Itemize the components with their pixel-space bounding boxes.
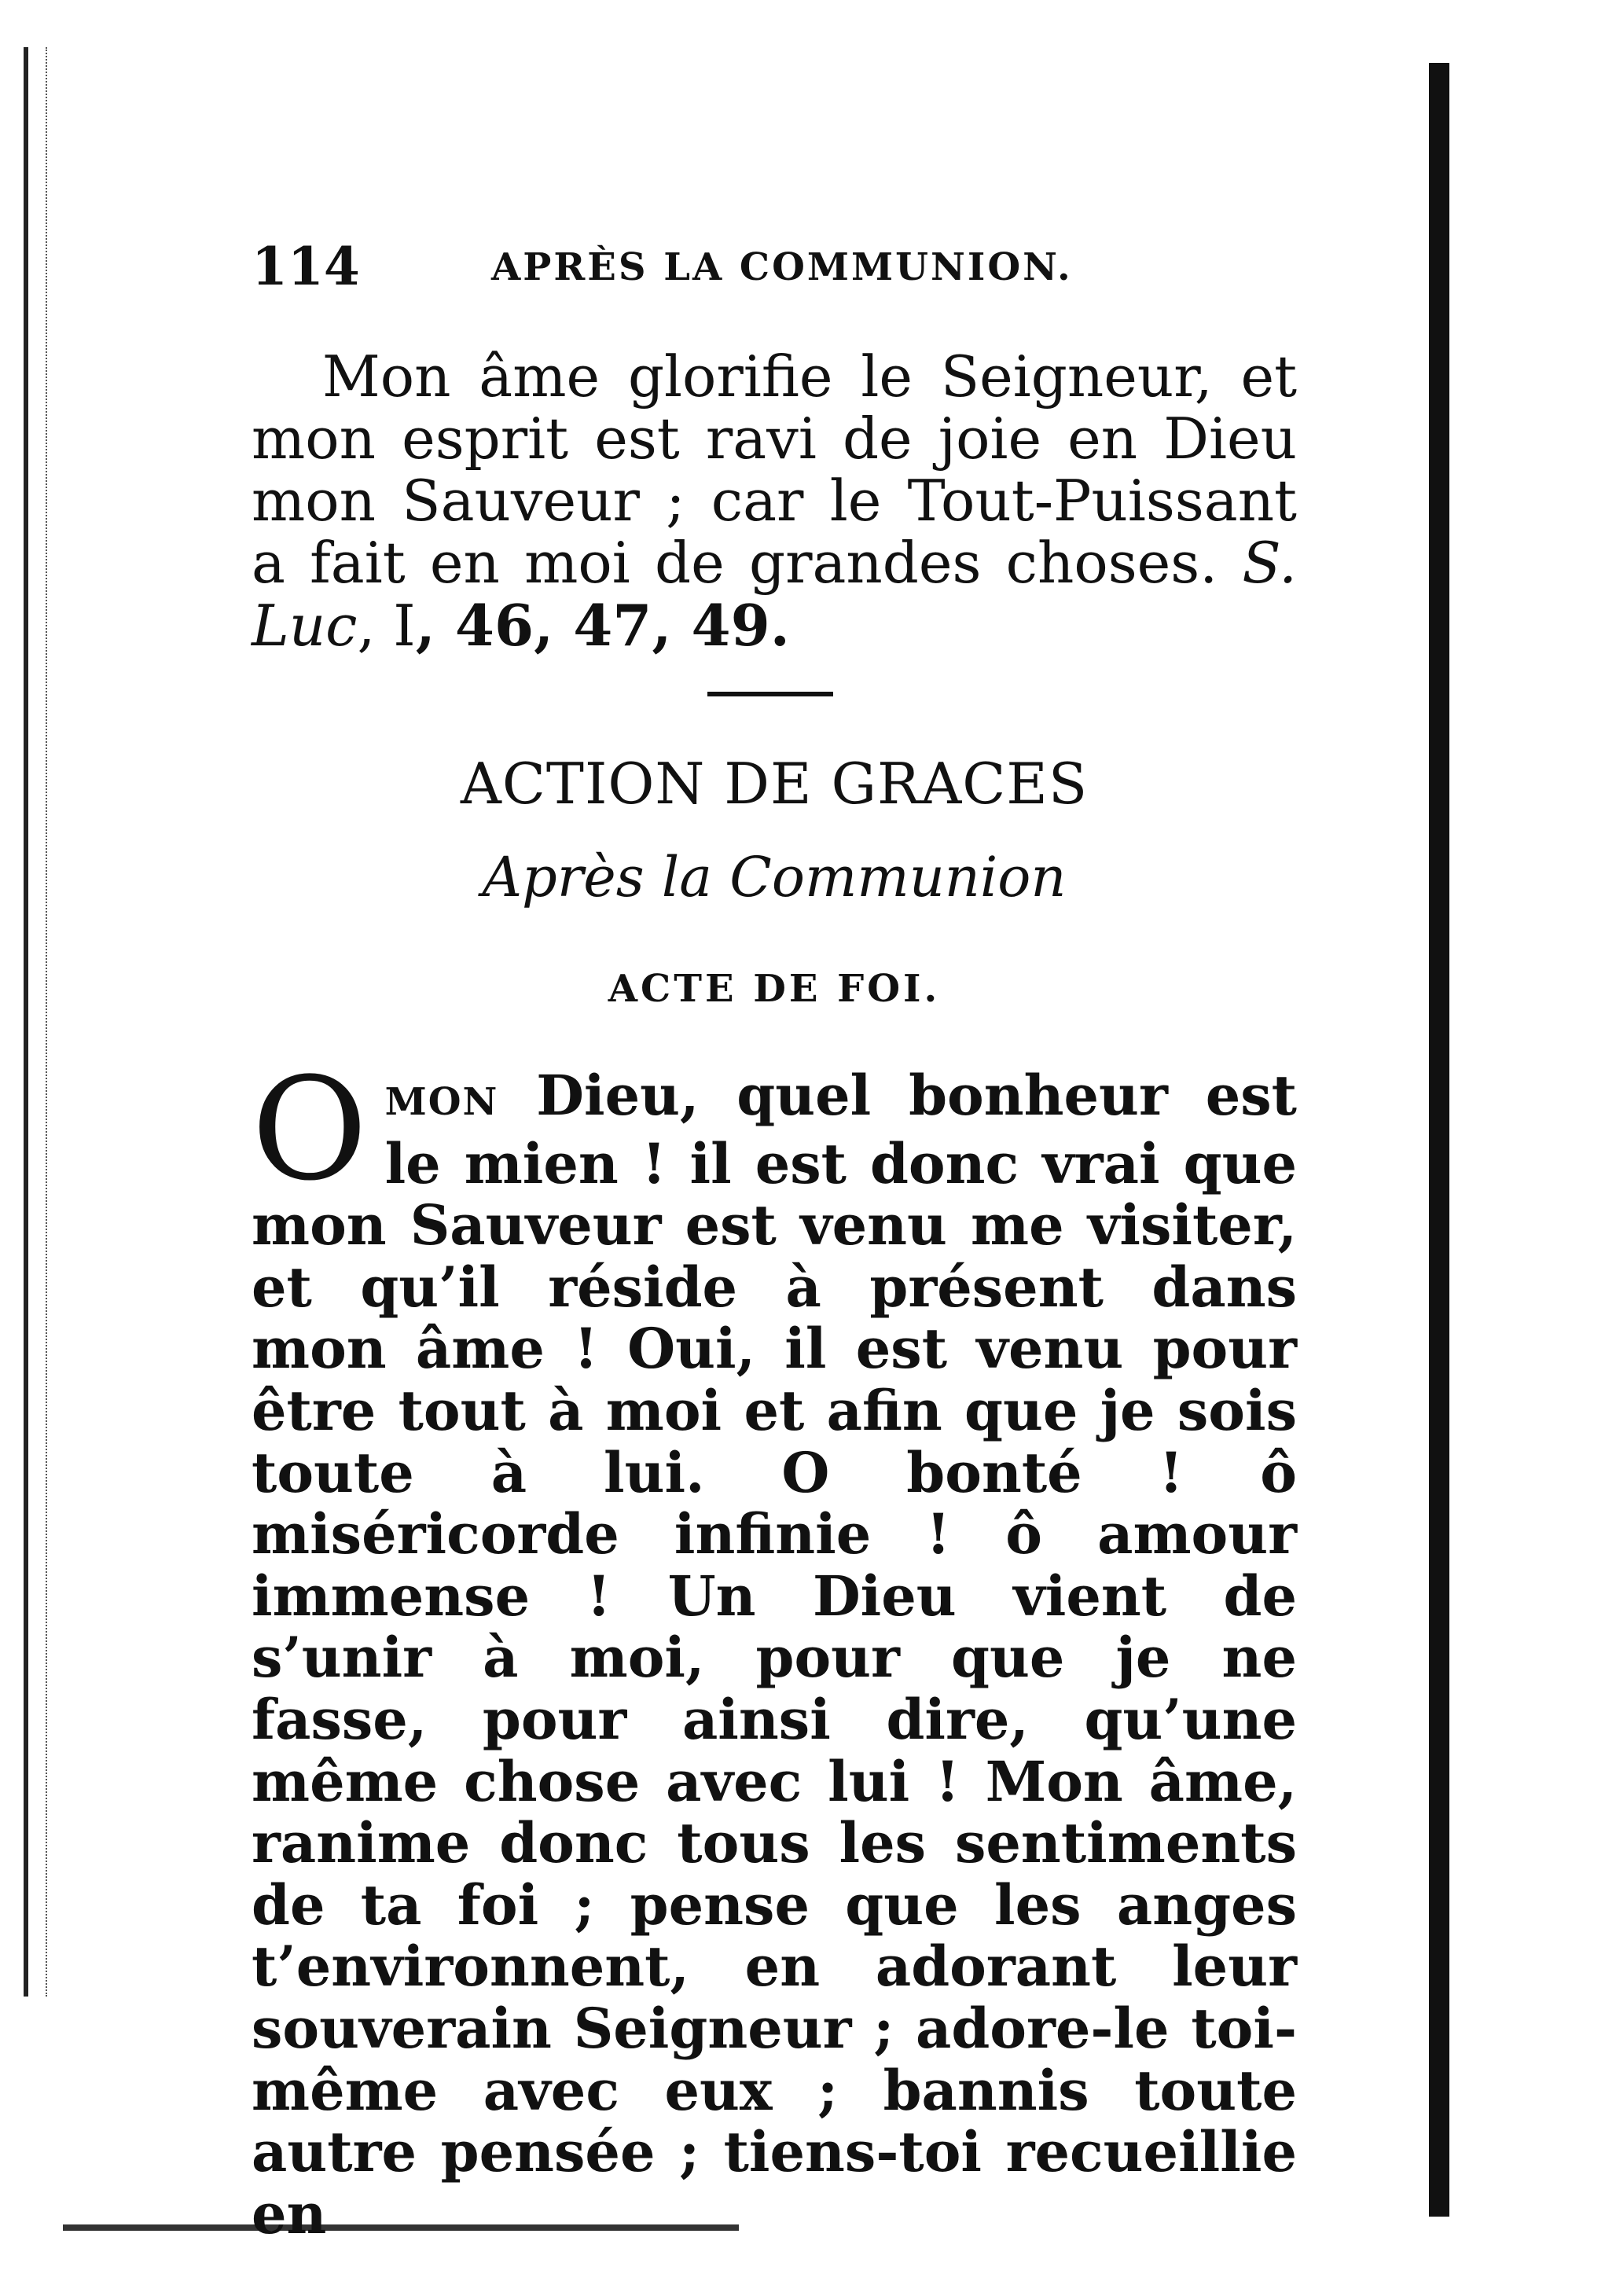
citation-verses: , 46, 47, 49. [415,592,790,659]
citation-chapter: I [393,593,416,659]
paragraph-text: Mon âme glorifie le Seigneur, et mon esprit est ravi de joie en Dieu mon Sauveur ; car le Tout-Puissant a fait en moi de grandes choses. [252,343,1297,596]
section-divider [707,692,833,696]
drop-cap: O [252,1048,368,1212]
page-header [252,236,1297,299]
section-subtitle: Après la Communion [482,845,1067,909]
act-title: ACTE DE FOI. [608,967,941,1011]
paragraph-text: Dieu, quel bonheur est le mien ! il est donc vrai que mon Sauveur est venu me visiter, et qu’il réside à présent dans mon âme ! Oui, il est venu pour être tout à moi et afin que je sois toute à lui. O bonté ! ô miséricorde infinie ! ô amour immense ! Un Dieu vient de s’unir à moi, pour que je ne fasse, pour ainsi dire, qu’une même chose avec lui ! Mon âme, ranime donc tous les sentiments de ta foi ; pense que les anges t’environnent, en adorant leur souverain Seigneur ; adore-le toi-même avec eux ; bannis toute autre pensée ; tiens-toi recueillie en [252,1063,1297,2246]
page-number: 114 [252,236,360,297]
scan-left-edge [24,47,47,1997]
scan-right-edge [1429,63,1449,2217]
running-head: APRÈS LA COMMUNION. [491,245,1073,289]
citation-book: S. Luc [252,530,1297,659]
citation-separator: , [357,593,394,659]
small-caps-word: MON [384,1080,499,1124]
paragraph-magnificat [252,343,1297,659]
paragraph-act-of-faith [252,1048,1297,2246]
section-title: ACTION DE GRACES [460,751,1089,817]
